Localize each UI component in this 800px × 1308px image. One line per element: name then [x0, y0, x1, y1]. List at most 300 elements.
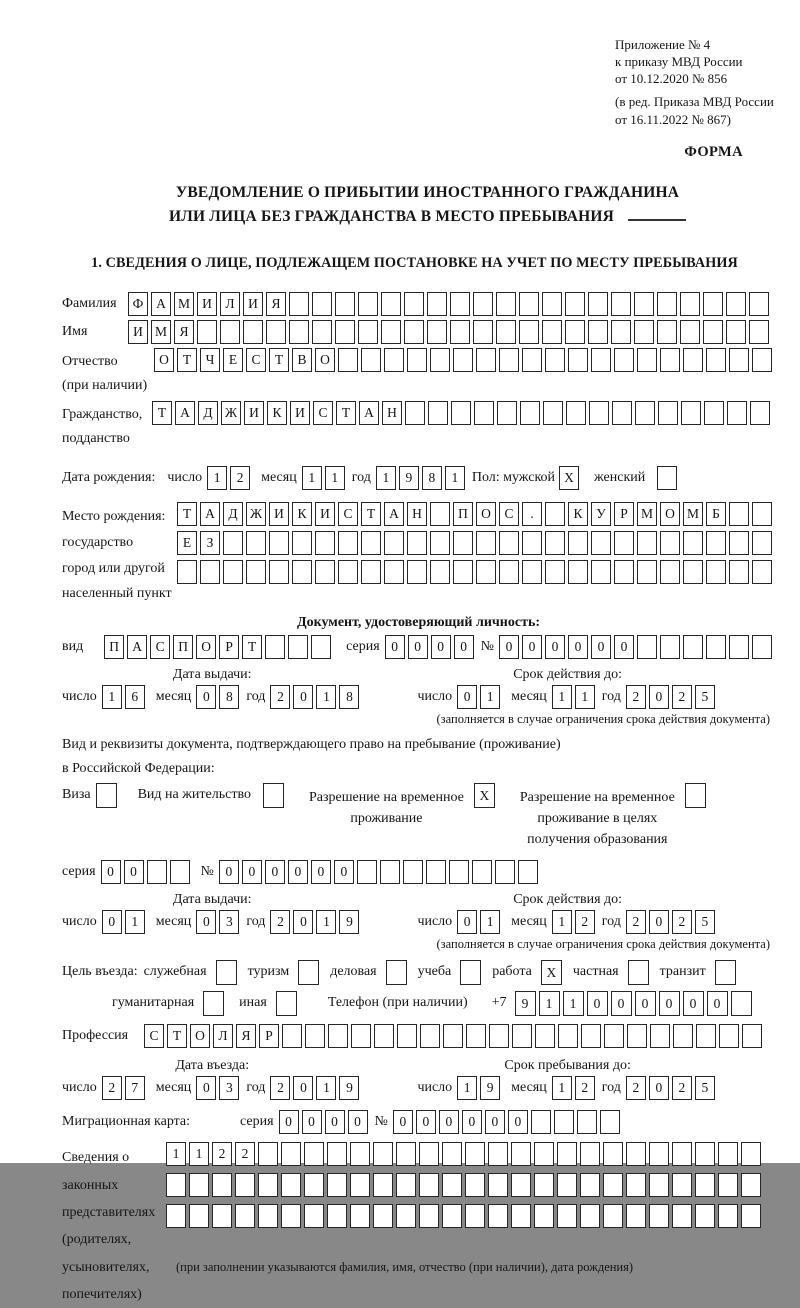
char-box[interactable]	[681, 401, 701, 425]
char-box[interactable]: 0	[635, 991, 656, 1016]
char-box[interactable]	[265, 635, 285, 659]
char-box[interactable]: И	[243, 292, 263, 316]
edu-permit-checkbox[interactable]	[685, 783, 706, 808]
char-box[interactable]	[374, 1024, 394, 1048]
char-box[interactable]	[588, 320, 608, 344]
char-box[interactable]: 0	[707, 991, 728, 1016]
char-box[interactable]: Н	[407, 502, 427, 526]
char-box[interactable]	[430, 502, 450, 526]
char-box[interactable]: О	[196, 635, 216, 659]
char-box[interactable]	[742, 1024, 762, 1048]
char-box[interactable]: 9	[515, 991, 536, 1016]
char-box[interactable]	[706, 348, 726, 372]
char-box[interactable]	[522, 560, 542, 584]
char-box[interactable]: 0	[385, 635, 405, 659]
char-box[interactable]	[534, 1173, 554, 1197]
char-box[interactable]	[554, 1110, 574, 1134]
char-box[interactable]	[465, 1173, 485, 1197]
char-box[interactable]	[637, 560, 657, 584]
char-box[interactable]: Т	[152, 401, 172, 425]
char-box[interactable]: И	[269, 502, 289, 526]
char-box[interactable]	[381, 320, 401, 344]
char-box[interactable]	[673, 1024, 693, 1048]
char-box[interactable]: 1	[189, 1142, 209, 1166]
char-box[interactable]: 0	[462, 1110, 482, 1134]
char-box[interactable]: 1	[445, 466, 465, 490]
char-box[interactable]	[660, 531, 680, 555]
char-box[interactable]	[519, 320, 539, 344]
char-box[interactable]: Я	[174, 320, 194, 344]
char-box[interactable]: Т	[177, 348, 197, 372]
char-box[interactable]	[581, 1024, 601, 1048]
char-box[interactable]	[704, 401, 724, 425]
purpose-checkbox[interactable]	[203, 991, 224, 1016]
char-box[interactable]: А	[359, 401, 379, 425]
char-box[interactable]: Д	[198, 401, 218, 425]
char-box[interactable]: 0	[124, 860, 144, 884]
char-box[interactable]: Ж	[246, 502, 266, 526]
char-box[interactable]	[200, 560, 220, 584]
char-box[interactable]: 1	[480, 910, 500, 934]
char-box[interactable]: Я	[236, 1024, 256, 1048]
char-box[interactable]	[637, 348, 657, 372]
char-box[interactable]	[442, 1142, 462, 1166]
char-box[interactable]: 1	[552, 685, 572, 709]
char-box[interactable]	[752, 560, 772, 584]
char-box[interactable]: 2	[270, 910, 290, 934]
char-box[interactable]: 0	[587, 991, 608, 1016]
purpose-checkbox[interactable]	[460, 960, 481, 985]
char-box[interactable]	[189, 1204, 209, 1228]
char-box[interactable]: 2	[575, 910, 595, 934]
char-box[interactable]	[266, 320, 286, 344]
char-box[interactable]	[189, 1173, 209, 1197]
char-box[interactable]	[420, 1024, 440, 1048]
char-box[interactable]	[522, 531, 542, 555]
char-box[interactable]: 0	[196, 685, 216, 709]
char-box[interactable]	[511, 1142, 531, 1166]
char-box[interactable]	[361, 560, 381, 584]
char-box[interactable]: 1	[539, 991, 560, 1016]
char-box[interactable]: С	[150, 635, 170, 659]
char-box[interactable]	[531, 1110, 551, 1134]
char-box[interactable]	[612, 401, 632, 425]
char-box[interactable]	[680, 292, 700, 316]
char-box[interactable]	[749, 320, 769, 344]
purpose-checkbox[interactable]: X	[541, 960, 562, 985]
purpose-checkbox[interactable]	[628, 960, 649, 985]
char-box[interactable]	[223, 560, 243, 584]
char-box[interactable]	[328, 1024, 348, 1048]
char-box[interactable]: У	[591, 502, 611, 526]
char-box[interactable]	[223, 531, 243, 555]
char-box[interactable]	[683, 348, 703, 372]
char-box[interactable]: С	[338, 502, 358, 526]
char-box[interactable]	[311, 635, 331, 659]
char-box[interactable]	[357, 860, 377, 884]
char-box[interactable]: 2	[672, 1076, 692, 1100]
char-box[interactable]: 2	[212, 1142, 232, 1166]
char-box[interactable]: 1	[316, 910, 336, 934]
char-box[interactable]: П	[104, 635, 124, 659]
char-box[interactable]: 1	[376, 466, 396, 490]
char-box[interactable]	[719, 1024, 739, 1048]
char-box[interactable]	[488, 1142, 508, 1166]
char-box[interactable]	[695, 1142, 715, 1166]
char-box[interactable]	[304, 1173, 324, 1197]
char-box[interactable]	[634, 320, 654, 344]
char-box[interactable]	[545, 560, 565, 584]
char-box[interactable]	[545, 531, 565, 555]
char-box[interactable]: Т	[361, 502, 381, 526]
char-box[interactable]	[476, 348, 496, 372]
char-box[interactable]	[741, 1173, 761, 1197]
char-box[interactable]: 0	[393, 1110, 413, 1134]
char-box[interactable]	[680, 320, 700, 344]
char-box[interactable]	[558, 1024, 578, 1048]
char-box[interactable]: 0	[325, 1110, 345, 1134]
char-box[interactable]: О	[154, 348, 174, 372]
char-box[interactable]	[384, 560, 404, 584]
char-box[interactable]: И	[197, 292, 217, 316]
char-box[interactable]: 0	[649, 1076, 669, 1100]
char-box[interactable]: 1	[325, 466, 345, 490]
char-box[interactable]	[269, 531, 289, 555]
char-box[interactable]: 0	[334, 860, 354, 884]
char-box[interactable]: 0	[311, 860, 331, 884]
char-box[interactable]	[258, 1142, 278, 1166]
char-box[interactable]: Я	[266, 292, 286, 316]
char-box[interactable]	[335, 292, 355, 316]
char-box[interactable]	[741, 1142, 761, 1166]
char-box[interactable]: 0	[293, 910, 313, 934]
char-box[interactable]: 0	[568, 635, 588, 659]
char-box[interactable]: А	[384, 502, 404, 526]
char-box[interactable]	[496, 320, 516, 344]
char-box[interactable]	[384, 531, 404, 555]
char-box[interactable]	[166, 1173, 186, 1197]
char-box[interactable]	[695, 1204, 715, 1228]
char-box[interactable]: З	[200, 531, 220, 555]
char-box[interactable]: 2	[270, 685, 290, 709]
char-box[interactable]	[304, 1204, 324, 1228]
char-box[interactable]	[588, 292, 608, 316]
char-box[interactable]: 1	[102, 685, 122, 709]
char-box[interactable]	[404, 320, 424, 344]
char-box[interactable]: 9	[480, 1076, 500, 1100]
char-box[interactable]	[557, 1204, 577, 1228]
char-box[interactable]	[472, 860, 492, 884]
char-box[interactable]	[289, 292, 309, 316]
char-box[interactable]	[405, 401, 425, 425]
char-box[interactable]	[419, 1173, 439, 1197]
char-box[interactable]: К	[267, 401, 287, 425]
char-box[interactable]	[657, 320, 677, 344]
char-box[interactable]: 1	[457, 1076, 477, 1100]
char-box[interactable]	[696, 1024, 716, 1048]
char-box[interactable]	[752, 531, 772, 555]
char-box[interactable]	[731, 991, 752, 1016]
char-box[interactable]: К	[292, 502, 312, 526]
char-box[interactable]: К	[568, 502, 588, 526]
char-box[interactable]	[626, 1142, 646, 1166]
char-box[interactable]: Ч	[200, 348, 220, 372]
char-box[interactable]	[338, 560, 358, 584]
char-box[interactable]	[453, 560, 473, 584]
char-box[interactable]	[542, 292, 562, 316]
char-box[interactable]	[591, 560, 611, 584]
char-box[interactable]: Т	[336, 401, 356, 425]
char-box[interactable]: 5	[695, 910, 715, 934]
char-box[interactable]: Н	[382, 401, 402, 425]
char-box[interactable]	[627, 1024, 647, 1048]
char-box[interactable]	[614, 348, 634, 372]
char-box[interactable]	[407, 560, 427, 584]
char-box[interactable]	[430, 348, 450, 372]
female-checkbox[interactable]	[657, 466, 677, 490]
char-box[interactable]: 0	[242, 860, 262, 884]
char-box[interactable]	[660, 635, 680, 659]
char-box[interactable]	[683, 635, 703, 659]
char-box[interactable]	[518, 860, 538, 884]
char-box[interactable]: 0	[288, 860, 308, 884]
char-box[interactable]	[315, 560, 335, 584]
char-box[interactable]: Л	[220, 292, 240, 316]
char-box[interactable]	[396, 1204, 416, 1228]
char-box[interactable]	[519, 292, 539, 316]
char-box[interactable]	[177, 560, 197, 584]
char-box[interactable]	[428, 401, 448, 425]
char-box[interactable]	[718, 1142, 738, 1166]
char-box[interactable]: 1	[207, 466, 227, 490]
char-box[interactable]	[443, 1024, 463, 1048]
char-box[interactable]: 2	[102, 1076, 122, 1100]
char-box[interactable]	[591, 531, 611, 555]
char-box[interactable]	[534, 1204, 554, 1228]
char-box[interactable]	[381, 292, 401, 316]
char-box[interactable]	[474, 401, 494, 425]
char-box[interactable]	[450, 320, 470, 344]
char-box[interactable]	[212, 1204, 232, 1228]
char-box[interactable]	[566, 401, 586, 425]
char-box[interactable]: А	[127, 635, 147, 659]
char-box[interactable]: 0	[611, 991, 632, 1016]
char-box[interactable]	[430, 560, 450, 584]
char-box[interactable]	[350, 1204, 370, 1228]
char-box[interactable]	[281, 1142, 301, 1166]
char-box[interactable]	[726, 320, 746, 344]
char-box[interactable]: И	[128, 320, 148, 344]
char-box[interactable]	[497, 401, 517, 425]
char-box[interactable]: .	[522, 502, 542, 526]
purpose-checkbox[interactable]	[216, 960, 237, 985]
char-box[interactable]	[511, 1204, 531, 1228]
char-box[interactable]: С	[313, 401, 333, 425]
char-box[interactable]: 0	[416, 1110, 436, 1134]
char-box[interactable]	[611, 320, 631, 344]
char-box[interactable]: 7	[125, 1076, 145, 1100]
char-box[interactable]	[373, 1173, 393, 1197]
char-box[interactable]	[591, 348, 611, 372]
char-box[interactable]	[706, 560, 726, 584]
char-box[interactable]	[568, 348, 588, 372]
char-box[interactable]	[545, 502, 565, 526]
char-box[interactable]	[565, 292, 585, 316]
char-box[interactable]: И	[244, 401, 264, 425]
char-box[interactable]	[396, 1142, 416, 1166]
char-box[interactable]: Л	[213, 1024, 233, 1048]
char-box[interactable]: Е	[177, 531, 197, 555]
char-box[interactable]	[397, 1024, 417, 1048]
char-box[interactable]	[580, 1204, 600, 1228]
char-box[interactable]	[649, 1204, 669, 1228]
char-box[interactable]: С	[499, 502, 519, 526]
char-box[interactable]: Т	[242, 635, 262, 659]
char-box[interactable]: 1	[125, 910, 145, 934]
char-box[interactable]	[683, 560, 703, 584]
char-box[interactable]: 0	[457, 910, 477, 934]
char-box[interactable]	[197, 320, 217, 344]
char-box[interactable]: М	[151, 320, 171, 344]
char-box[interactable]	[403, 860, 423, 884]
char-box[interactable]	[281, 1204, 301, 1228]
char-box[interactable]: 1	[552, 910, 572, 934]
char-box[interactable]	[557, 1142, 577, 1166]
char-box[interactable]	[315, 531, 335, 555]
char-box[interactable]	[442, 1173, 462, 1197]
char-box[interactable]	[361, 348, 381, 372]
char-box[interactable]: 0	[649, 685, 669, 709]
char-box[interactable]: С	[144, 1024, 164, 1048]
char-box[interactable]: 2	[626, 1076, 646, 1100]
char-box[interactable]	[626, 1204, 646, 1228]
char-box[interactable]	[404, 292, 424, 316]
char-box[interactable]	[568, 531, 588, 555]
char-box[interactable]	[750, 401, 770, 425]
char-box[interactable]	[282, 1024, 302, 1048]
char-box[interactable]	[695, 1173, 715, 1197]
char-box[interactable]	[246, 531, 266, 555]
residence-permit-checkbox[interactable]	[263, 783, 284, 808]
char-box[interactable]: Р	[219, 635, 239, 659]
char-box[interactable]	[603, 1142, 623, 1166]
char-box[interactable]: Т	[177, 502, 197, 526]
char-box[interactable]	[292, 560, 312, 584]
char-box[interactable]: 0	[219, 860, 239, 884]
char-box[interactable]	[660, 348, 680, 372]
char-box[interactable]	[246, 560, 266, 584]
char-box[interactable]: 9	[399, 466, 419, 490]
char-box[interactable]	[729, 502, 749, 526]
char-box[interactable]	[614, 560, 634, 584]
char-box[interactable]	[442, 1204, 462, 1228]
char-box[interactable]: 2	[270, 1076, 290, 1100]
char-box[interactable]	[557, 1173, 577, 1197]
char-box[interactable]	[473, 292, 493, 316]
char-box[interactable]	[289, 320, 309, 344]
char-box[interactable]	[243, 320, 263, 344]
char-box[interactable]: 9	[339, 1076, 359, 1100]
char-box[interactable]	[427, 292, 447, 316]
char-box[interactable]	[577, 1110, 597, 1134]
char-box[interactable]: 1	[552, 1076, 572, 1100]
char-box[interactable]: 0	[265, 860, 285, 884]
char-box[interactable]: Ф	[128, 292, 148, 316]
char-box[interactable]: 0	[101, 860, 121, 884]
char-box[interactable]	[634, 292, 654, 316]
char-box[interactable]: 0	[279, 1110, 299, 1134]
char-box[interactable]	[650, 1024, 670, 1048]
char-box[interactable]	[703, 292, 723, 316]
char-box[interactable]	[496, 292, 516, 316]
char-box[interactable]: М	[637, 502, 657, 526]
char-box[interactable]	[706, 635, 726, 659]
char-box[interactable]: 0	[591, 635, 611, 659]
char-box[interactable]	[703, 320, 723, 344]
char-box[interactable]	[327, 1204, 347, 1228]
char-box[interactable]	[449, 860, 469, 884]
char-box[interactable]: 2	[575, 1076, 595, 1100]
char-box[interactable]: 8	[219, 685, 239, 709]
char-box[interactable]: 1	[480, 685, 500, 709]
char-box[interactable]	[511, 1173, 531, 1197]
char-box[interactable]: 8	[422, 466, 442, 490]
char-box[interactable]	[166, 1204, 186, 1228]
char-box[interactable]	[718, 1204, 738, 1228]
char-box[interactable]: В	[292, 348, 312, 372]
char-box[interactable]: Ж	[221, 401, 241, 425]
char-box[interactable]	[361, 531, 381, 555]
char-box[interactable]	[565, 320, 585, 344]
char-box[interactable]	[258, 1173, 278, 1197]
char-box[interactable]	[729, 531, 749, 555]
char-box[interactable]	[600, 1110, 620, 1134]
char-box[interactable]	[726, 292, 746, 316]
char-box[interactable]	[603, 1204, 623, 1228]
char-box[interactable]: 0	[102, 910, 122, 934]
char-box[interactable]	[718, 1173, 738, 1197]
char-box[interactable]: П	[173, 635, 193, 659]
char-box[interactable]	[407, 531, 427, 555]
char-box[interactable]: 0	[454, 635, 474, 659]
char-box[interactable]: 0	[408, 635, 428, 659]
char-box[interactable]	[235, 1173, 255, 1197]
char-box[interactable]: О	[476, 502, 496, 526]
char-box[interactable]	[212, 1173, 232, 1197]
char-box[interactable]	[512, 1024, 532, 1048]
char-box[interactable]	[427, 320, 447, 344]
char-box[interactable]	[499, 560, 519, 584]
char-box[interactable]: 0	[439, 1110, 459, 1134]
char-box[interactable]	[466, 1024, 486, 1048]
char-box[interactable]	[749, 292, 769, 316]
char-box[interactable]: 0	[196, 910, 216, 934]
char-box[interactable]: О	[660, 502, 680, 526]
purpose-checkbox[interactable]	[715, 960, 736, 985]
char-box[interactable]: Р	[259, 1024, 279, 1048]
char-box[interactable]: 0	[293, 685, 313, 709]
char-box[interactable]	[672, 1173, 692, 1197]
male-checkbox[interactable]: X	[559, 466, 579, 490]
char-box[interactable]	[396, 1173, 416, 1197]
char-box[interactable]	[741, 1204, 761, 1228]
purpose-checkbox[interactable]	[298, 960, 319, 985]
char-box[interactable]	[520, 401, 540, 425]
char-box[interactable]	[281, 1173, 301, 1197]
char-box[interactable]: 6	[125, 685, 145, 709]
char-box[interactable]	[658, 401, 678, 425]
char-box[interactable]: 0	[293, 1076, 313, 1100]
